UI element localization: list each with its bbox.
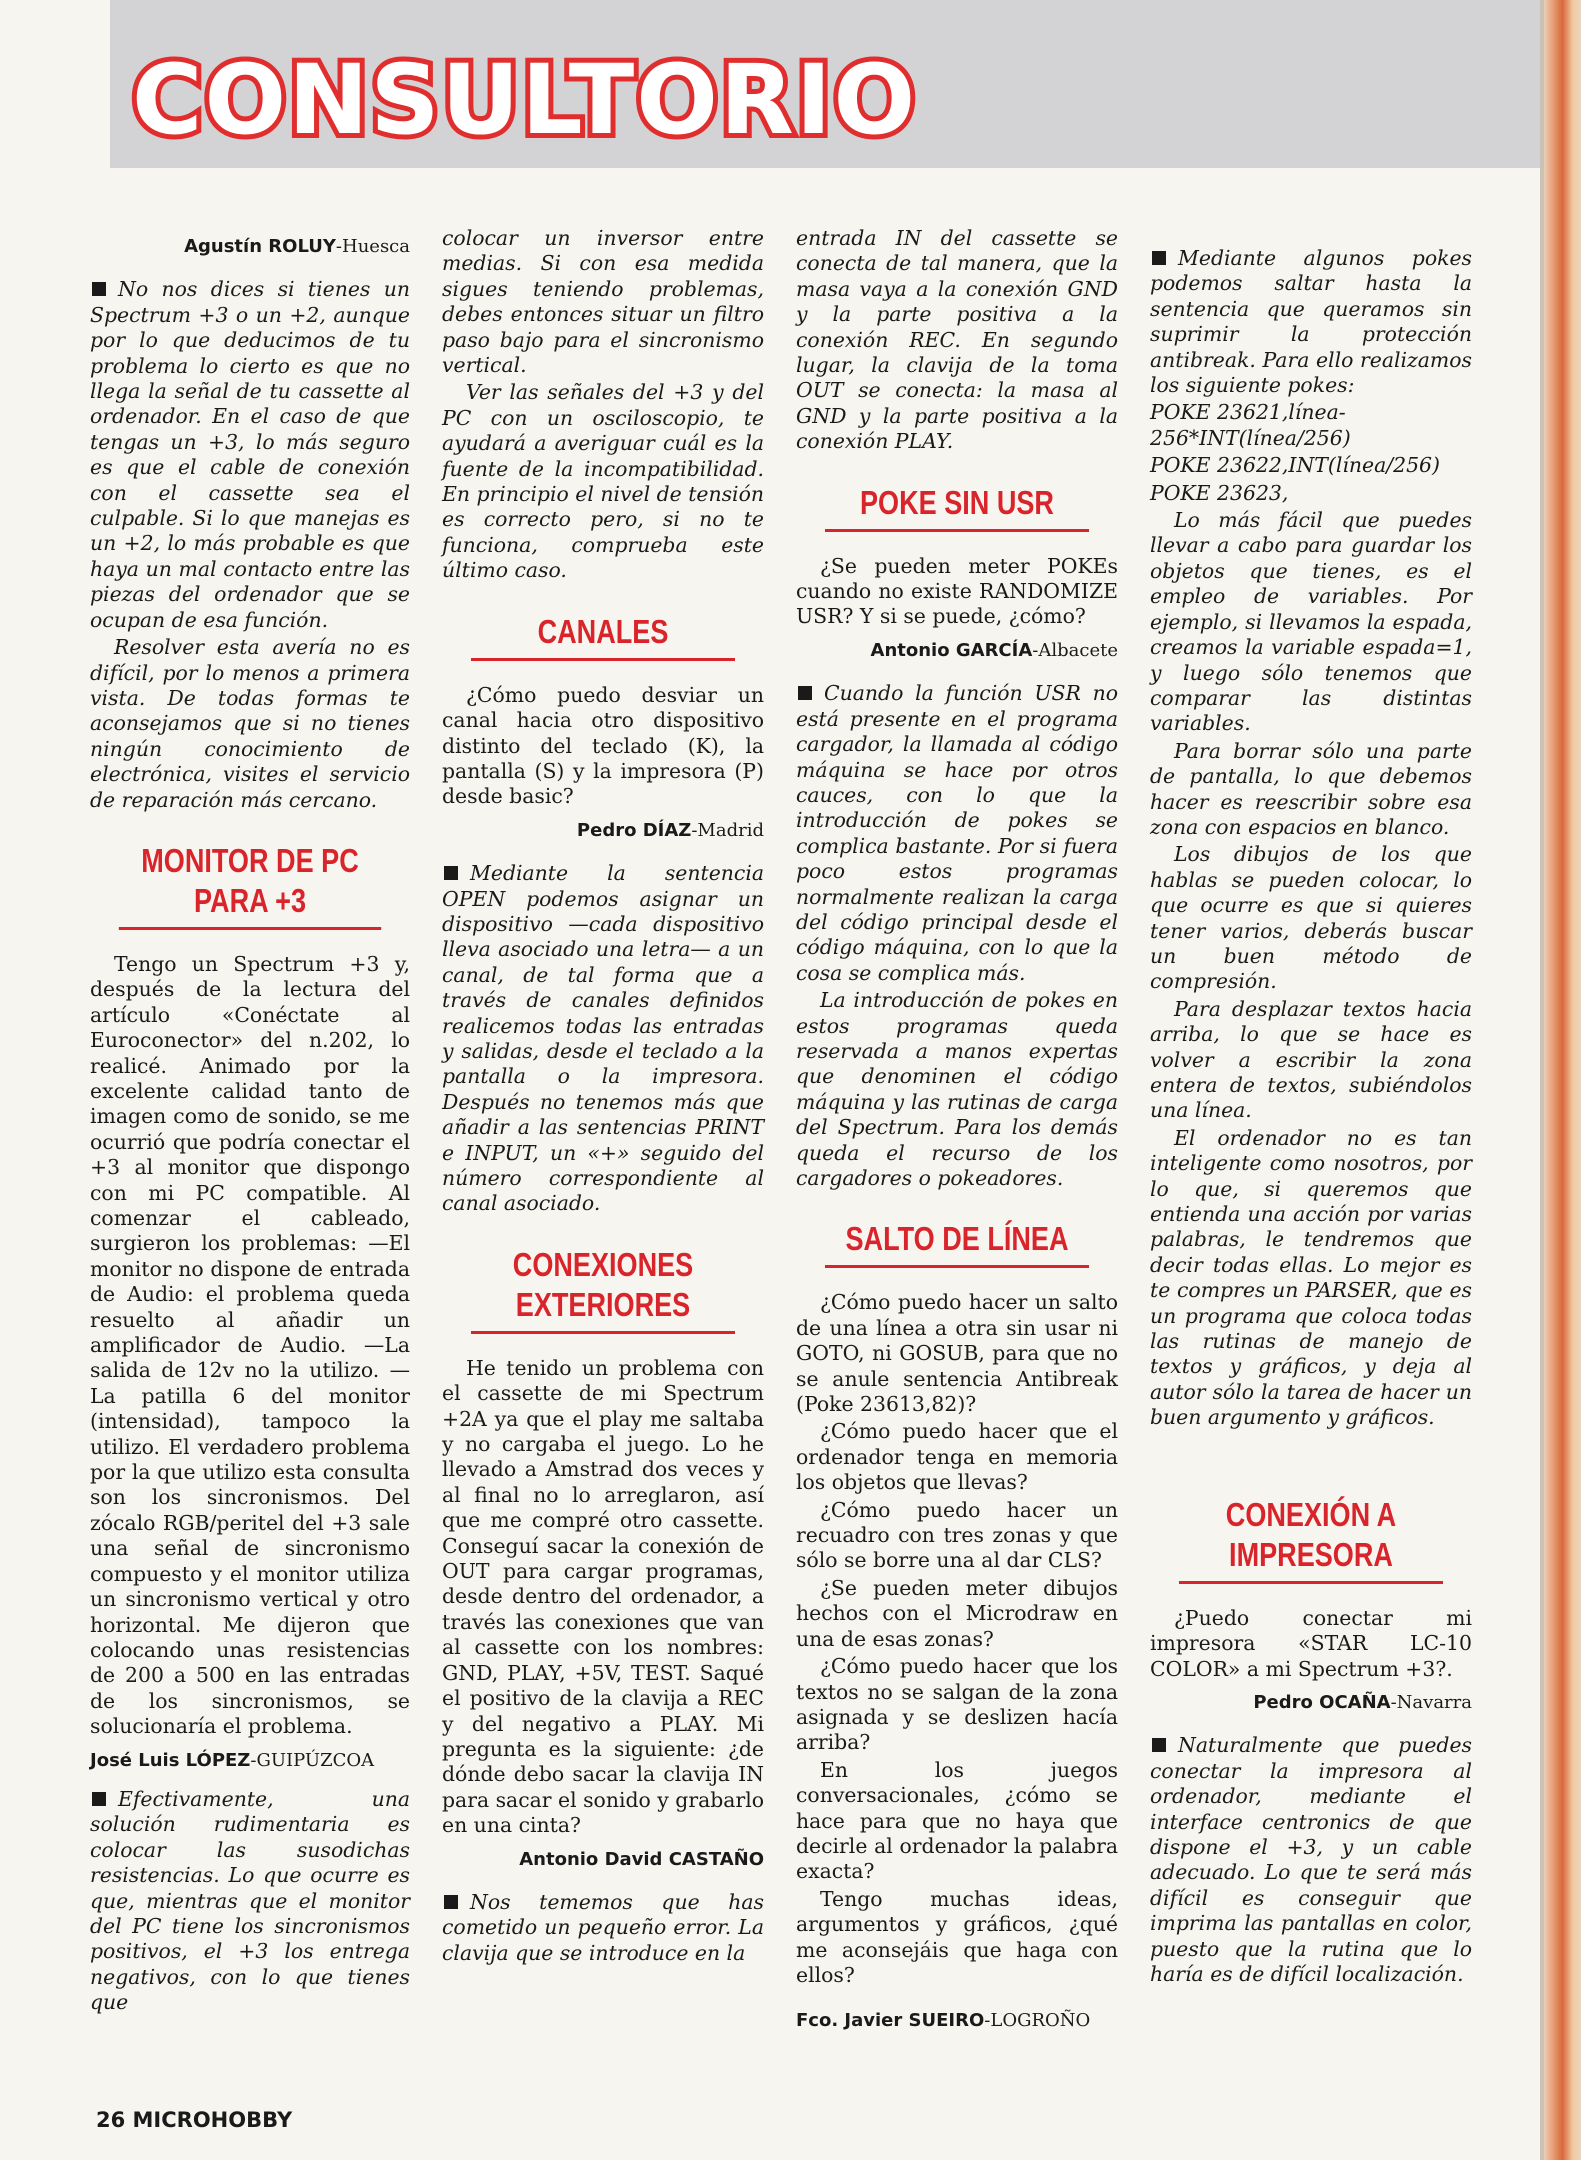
- author-line: Antonio GARCÍA-Albacete: [870, 639, 1118, 661]
- page-footer: 26 MICROHOBBY: [96, 2108, 293, 2132]
- poke-line: POKE 23623,: [1150, 480, 1289, 505]
- question-paragraph: ¿Puedo conectar mi impresora «STAR LC-10 COLOR» a mi Spectrum +3?.: [1150, 1605, 1472, 1681]
- section-heading-impresora: CONEXIÓN A IMPRESORA: [1179, 1495, 1443, 1584]
- question-paragraph: ¿Cómo puedo hacer que el ordenador tenga en memoria los objetos que llevas?: [796, 1419, 1118, 1495]
- answer-paragraph: Ver las señales del +3 y del PC con un osciloscopio, te ayudará a averiguar cuál es la fuente de la incompatibilidad. En principio el nivel de tensión es correcto pero, si no te funciona, compruebа este último caso.: [442, 380, 764, 583]
- answer-paragraph: El ordenador no es tan inteligente como nosotros, por lo que, si queremos que entienda una acción por varias palabras, le tendremos que decir todas ellas. Lo mejor es te compres un PARSER, que es un programa que coloca todas las rutinas de manejo de textos y gráficos, y deja al autor sólo la tarea de hacer un buen argumento y gráficos.: [1150, 1125, 1472, 1430]
- masthead-title: CONSULTORIO: [132, 44, 918, 156]
- answer-paragraph: Para desplazar textos hacia arriba, lo que se hace es volver a escribir la zona entera de textos, subiéndolos una línea.: [1150, 996, 1472, 1123]
- question-paragraph: Tengo un Spectrum +3 y, después de la lectura del artículo «Conéctate al Euroconector» del n.202, lo realicé. Animado por la excelente calidad tanto de imagen como de sonido, se me ocurrió que podría conectar el +3 al monitor que dispongo con mi PC compatible. Al comenzar el cableado, surgieron los problemas: —El monitor no dispone de entrada de Audio: el problema queda resuelto al añadir un amplificador de Audio. —La salida de 12v no la utilizo. —La patilla 6 del monitor (intensidad), tampoco la utilizo. El verdadero problema por la que utilizo esta consulta son los sincronismos. Del zócalo RGB/peritel del +3 sale una señal de sincronismo compuesto y el monitor utiliza un sincronismo vertical y otro horizontal. Me dijeron que colocando unas resistencias de 200 a 500 en las entradas de los sincronismos, se solucionaría el problema.: [90, 951, 410, 1739]
- answer-paragraph: Naturalmente que puedes conectar la impresora al ordenador, mediante el interface centronics de que dispone el +3, y un cable adecuado. Lo que te será más difícil es conseguir que imprima las pantallas en color, puesto que la rutina que lo haría es de difícil localización.: [1150, 1733, 1472, 1986]
- column-4: [1150, 246, 1472, 1989]
- answer-bullet-icon: [92, 1792, 106, 1806]
- poke-line: POKE 23621,línea-256*INT(línea/256): [1150, 400, 1351, 450]
- section-heading-canales: CANALES: [471, 612, 735, 661]
- section-heading-conexiones: CONEXIONES EXTERIORES: [471, 1245, 735, 1334]
- answer-paragraph: Resolver esta avería no es difícil, por lo menos a primera vista. De todas formas te aconsejamos que si no tienes ningún conocimiento de electrónica, visites el servicio de reparación más cercano.: [90, 635, 410, 812]
- question-paragraph: ¿Cómo puedo hacer un recuadro con tres zonas y que sólo se borre una al dar CLS?: [796, 1497, 1118, 1573]
- answer-paragraph: La introducción de pokes en estos programas queda reservada a manos expertas que denominen el código máquina y las rutinas de carga del Spectrum. Para los demás queda el recurso de los cargadores o pokeadores.: [796, 988, 1118, 1190]
- section-heading-monitor: MONITOR DE PC PARA +3: [119, 841, 381, 930]
- answer-bullet-icon: [798, 686, 812, 700]
- answer-paragraph: No nos dices si tienes un Spectrum +3 o un +2, aunque por lo que deducimos de tu problema lo cierto es que no llega la señal de tu cassette al ordenador. En el caso de que tengas un +3, lo más seguro es que el cable de conexión con el cassette sea el culpable. Si lo que manejas es un +2, lo más probable es que haya un mal contacto entre las piezas del ordenador que se ocupan de esa función.: [90, 277, 410, 632]
- question-paragraph: ¿Se pueden meter POKEs cuando no existe RANDOMIZE USR? Y si se puede, ¿cómo?: [796, 553, 1118, 629]
- column-2: [442, 226, 764, 1968]
- question-paragraph: ¿Cómo puedo hacer que los textos no se salgan de la zona asignada y se deslizen hacía arriba?: [796, 1654, 1118, 1755]
- answer-bullet-icon: [92, 282, 106, 296]
- question-paragraph: He tenido un problema con el cassette de mi Spectrum +2A ya que el play me saltaba y no cargaba el juego. Lo he llevado a Amstrad dos veces y al final no lo arreglaron, así que me compré otro cassette. Conseguí sacar la conexión de OUT para cargar programas, desde dentro del ordenador, a través las conexiones que van al cassette con los nombres: GND, PLAY, +5V, TEST. Saqué el positivo de la clavija a REC y del negativo a PLAY. Mi pregunta es la siguiente: ¿de dónde debo sacar la clavija IN para sacar el sonido y grabarlo en una cinta?: [442, 1355, 765, 1838]
- author-line: Fco. Javier SUEIRO-LOGROÑO: [796, 2010, 1091, 2032]
- question-paragraph: ¿Cómo puedo hacer un salto de una línea a otra sin usar ni GOTO, ni GOSUB, para que no se anule sentencia Antibreak (Poke 23613,82)?: [796, 1290, 1118, 1417]
- answer-bullet-icon: [1152, 251, 1166, 265]
- author-line: Antonio David CASTAÑO: [519, 1848, 764, 1870]
- question-paragraph: ¿Se pueden meter dibujos hechos con el Microdraw en una de esas zonas?: [796, 1575, 1118, 1651]
- question-paragraph: Tengo muchas ideas, argumentos y gráficos, ¿qué me aconsejáis que haga con ellos?: [796, 1886, 1118, 1987]
- answer-bullet-icon: [444, 1895, 458, 1909]
- answer-paragraph: Los dibujos de los que hablas se pueden colocar, lo que ocurre es que si quieres tener varios, deberás buscar un buen método de compresión.: [1150, 842, 1472, 994]
- section-heading-salto: SALTO DE LÍNEA: [825, 1219, 1089, 1268]
- answer-paragraph: Nos tememos que has cometido un pequeño error. La clavija que se introduce en la: [442, 1889, 764, 1965]
- author-line: José Luis LÓPEZ-GUIPÚZCOA: [90, 1749, 375, 1771]
- answer-paragraph: Mediante la sentencia OPEN podemos asignar un dispositivo —cada dispositivo lleva asociado una letra— a un canal, de tal forma que a través de canales definidos realicemos todas las entradas y salidas, desde el teclado a la pantalla o la impresora. Después no tenemos más que añadir a las sentencias PRINT e INPUT, un «+» seguido del número correspondiente al canal asociado.: [442, 861, 764, 1216]
- author-line: Pedro OCAÑA-Navarra: [1253, 1691, 1472, 1713]
- column-3: [796, 226, 1118, 2052]
- page-edge-illustration: [1540, 0, 1581, 2160]
- poke-line: POKE 23622,INT(línea/256): [1150, 453, 1440, 478]
- answer-bullet-icon: [444, 866, 458, 880]
- answer-paragraph: colocar un inversor entre medias. Si con esa medida sigues teniendo problemas, debes entonces situar un filtro paso bajo para el sincronismo vertical.: [442, 226, 764, 378]
- answer-paragraph: Para borrar sólo una parte de pantalla, lo que debemos hacer es reescribir sobre esa zona con espacios en blanco.: [1150, 738, 1472, 839]
- answer-paragraph: Cuando la función USR no está presente en el programa cargador, la llamada al código máquina se hace por otros cauces, con lo que la introducción de pokes se complica bastante. Por si fuera poco estos programas normalmente realizan la carga del código principal desde el código máquina, con lo que la cosa se complica más.: [796, 681, 1118, 985]
- answer-paragraph: Lo más fácil que puedes llevar a cabo para guardar los objetos que tienes, es el empleo de variables. Por ejemplo, si llevamos la espada, creamos la variable espada=1, y luego sólo tenemos que comparar las distintas variables.: [1150, 508, 1472, 736]
- question-paragraph: ¿Cómo puedo desviar un canal hacia otro dispositivo distinto del teclado (K), la pantalla (S) y la impresora (P) desde basic?: [442, 682, 764, 809]
- author-line: Agustín ROLUY-Huesca: [184, 236, 410, 257]
- question-paragraph: En los juegos conversacionales, ¿cómo se hace para que no haya que decirle al ordenador la palabra exacta?: [796, 1757, 1118, 1884]
- answer-paragraph: Mediante algunos pokes podemos saltar hasta la sentencia que queramos sin suprimir la protección antibreak. Para ello realizamos los siguiente pokes:: [1150, 246, 1472, 398]
- answer-bullet-icon: [1152, 1738, 1166, 1752]
- answer-paragraph: Efectivamente, una solución rudimentaria es colocar las susodichas resistencias. Lo que ocurre es que, mientras que el monitor del PC tiene los sincronismos positivos, el +3 los entrega negativos, con lo que tienes que: [90, 1786, 410, 2015]
- column-1: [90, 226, 410, 2018]
- answer-paragraph: entrada IN del cassette se conecta de tal manera, que la masa vaya a la conexión GND y la parte positiva a la conexión REC. En segundo lugar, la clavija de la toma OUT se conecta: la masa al GND y la parte positiva a la conexión PLAY.: [796, 226, 1118, 454]
- author-line: Pedro DÍAZ-Madrid: [576, 819, 764, 841]
- section-heading-poke: POKE SIN USR: [825, 483, 1089, 532]
